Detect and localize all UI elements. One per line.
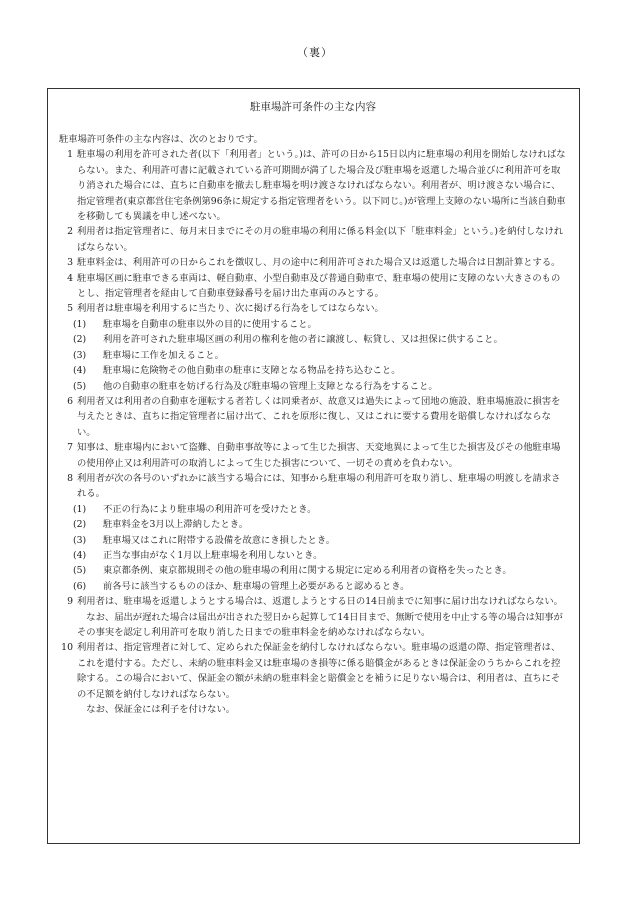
sub-item <box>69 502 567 517</box>
condition-content <box>77 594 567 640</box>
condition-content <box>77 255 567 270</box>
condition-number: 8 <box>67 472 73 484</box>
condition-item <box>59 301 567 316</box>
condition-number: 9 <box>67 596 73 608</box>
condition-number: 10 <box>61 642 73 654</box>
condition-number: 2 <box>67 226 73 238</box>
condition-paragraph: なお、届出が遅れた場合は届出が出された翌日から起算して14日目まで、無断で使用を中止する等の場合は知事がその事実を認定し利用許可を取り消した日までの駐車料金を納めなければならない。 <box>77 611 563 638</box>
condition-content <box>77 301 567 316</box>
condition-item <box>59 471 567 502</box>
sub-item-text: 利用を許可された駐車場区画の利用の権利を他の者に譲渡し、転貸し、又は担保に供すること。 <box>103 334 503 346</box>
sub-item-number: (3) <box>73 534 87 546</box>
condition-paragraph: 利用者は駐車場を利用するに当たり、次に掲げる行為をしてはならない。 <box>77 303 384 315</box>
document-body <box>59 132 567 717</box>
sub-item <box>69 548 567 563</box>
sub-item-number: (4) <box>73 365 87 377</box>
sub-item-number: (5) <box>73 380 87 392</box>
sub-item-number: (5) <box>73 565 87 577</box>
sub-item <box>69 363 567 378</box>
condition-content <box>77 640 567 717</box>
sub-item-text: 駐車場を自動車の駐車以外の目的に使用すること。 <box>103 318 317 330</box>
sub-item-number: (4) <box>73 549 87 561</box>
document-title: 駐車場許可条件の主な内容 <box>250 101 376 113</box>
sub-item-text: 駐車場に危険物その他自動車の駐車に支障となる物品を持ち込むこと。 <box>103 365 401 377</box>
sub-item <box>69 579 567 594</box>
sub-item-number: (1) <box>73 318 87 330</box>
condition-item <box>59 271 567 302</box>
condition-content <box>77 394 567 440</box>
sub-item-text: 不正の行為により駐車場の利用許可を受けたとき。 <box>103 503 317 515</box>
condition-number: 5 <box>67 303 73 315</box>
sub-item <box>69 332 567 347</box>
sub-item <box>69 517 567 532</box>
condition-paragraph: 駐車場区画に駐車できる車両は、軽自動車、小型自動車及び普通自動車で、駐車場の使用に支障のない大きさのものとし、指定管理者を経由して自動車登録番号を届け出た車両のみとする。 <box>77 272 561 300</box>
condition-number: 6 <box>67 395 73 407</box>
condition-number: 7 <box>67 442 73 454</box>
condition-number: 4 <box>67 272 73 284</box>
sub-item-text: 駐車料金を3月以上滞納したとき。 <box>103 519 248 531</box>
sub-item <box>69 317 567 332</box>
condition-item <box>59 640 567 717</box>
sub-item-text: 前各号に該当するもののほか、駐車場の管理上必要があると認めるとき。 <box>103 580 410 592</box>
condition-content <box>77 224 567 255</box>
condition-number: 1 <box>67 149 73 161</box>
conditions-list <box>59 147 567 717</box>
sub-item-text: 駐車場又はこれに附帯する設備を故意にき損したとき。 <box>103 534 336 546</box>
condition-content <box>77 271 567 302</box>
sub-item <box>69 533 567 548</box>
condition-item <box>59 594 567 640</box>
condition-content <box>77 440 567 471</box>
condition-paragraph: 利用者は、指定管理者に対して、定められた保証金を納付しなければならない。駐車場の返還の際、指定管理者は、これを還付する。ただし、未納の駐車料金又は駐車場のき損等に係る賠償金があるときは保証金のうちからこれを控除する。この場合において、保証金の額が未納の駐車料金と賠償金とを補うに足りない場合は、利用者は、直ちにその不足額を納付しなければならない。 <box>77 642 561 700</box>
condition-paragraph: 利用者又は利用者の自動車を運転する者若しくは同乗者が、故意又は過失によって団地の施設、駐車場施設に損害を与えたときは、直ちに指定管理者に届け出て、これを原形に復し、又はこれに要する費用を賠償しなければならない。 <box>77 395 561 438</box>
page-side-label: （裏） <box>297 46 333 59</box>
condition-item <box>59 394 567 440</box>
condition-item <box>59 224 567 255</box>
sub-item-number: (2) <box>73 334 87 346</box>
condition-content <box>77 471 567 502</box>
intro-text: 駐車場許可条件の主な内容は、次のとおりです。 <box>59 134 263 145</box>
sub-item <box>69 379 567 394</box>
condition-paragraph: なお、保証金には利子を付けない。 <box>86 704 236 716</box>
condition-paragraph: 知事は、駐車場内において盗難、自動車事故等によって生じた損害、天変地異によって生じた損害及びその他駐車場の使用停止又は利用許可の取消しによって生じた損害について、一切その責めを負わない。 <box>77 442 561 469</box>
sub-item-text: 他の自動車の駐車を妨げる行為及び駐車場の管理上支障となる行為をすること。 <box>103 380 438 392</box>
sub-item-number: (6) <box>73 580 87 592</box>
sub-item-number: (3) <box>73 349 87 361</box>
sub-item-number: (2) <box>73 519 87 531</box>
condition-number: 3 <box>67 257 73 269</box>
sub-item-text: 駐車場に工作を加えること。 <box>103 349 224 361</box>
condition-paragraph: 駐車料金は、利用許可の日からこれを徴収し、月の途中に利用許可された場合又は返還した場合は日割計算とする。 <box>77 257 561 269</box>
condition-paragraph: 駐車場の利用を許可された者(以下「利用者」という。)は、許可の日から15日以内に駐車場の利用を開始しなければならない。また、利用許可書に記載されている許可期間が満了した場合及び駐車場を返還した場合並びに利用許可を取り消された場合には、直ちに自動車を撤去し駐車場を明け渡さなければならない。利用者が、明け渡さない場合に、指定管理者(東京都営住宅条例第96条に規定する指定管理者をいう。以下同じ。)が管理上支障のない場所に当該自動車を移動しても異議を申し述べない。 <box>77 149 566 223</box>
conditions-frame <box>47 88 580 844</box>
condition-content <box>77 147 567 224</box>
condition-paragraph: 利用者は、駐車場を返還しようとする場合は、返還しようとする日の14日前までに知事に届け出なければならない。 <box>77 596 563 608</box>
sub-item <box>69 348 567 363</box>
sub-item-text: 東京都条例、東京都規則その他の駐車場の利用に関する規定に定める利用者の資格を失ったとき。 <box>103 565 512 577</box>
condition-item <box>59 440 567 471</box>
condition-item <box>59 255 567 270</box>
sub-item <box>69 563 567 578</box>
sub-item-list <box>69 317 567 394</box>
sub-item-number: (1) <box>73 503 87 515</box>
condition-paragraph: 利用者は指定管理者に、毎月末日までにその月の駐車場の利用に係る料金(以下「駐車料金」という。)を納付しなければならない。 <box>77 226 564 253</box>
condition-paragraph: 利用者が次の各号のいずれかに該当する場合には、知事から駐車場の利用許可を取り消し、駐車場の明渡しを請求される。 <box>77 472 561 500</box>
sub-item-list <box>69 502 567 594</box>
condition-item <box>59 147 567 224</box>
sub-item-text: 正当な事由がなく1月以上駐車場を利用しないとき。 <box>103 549 323 561</box>
